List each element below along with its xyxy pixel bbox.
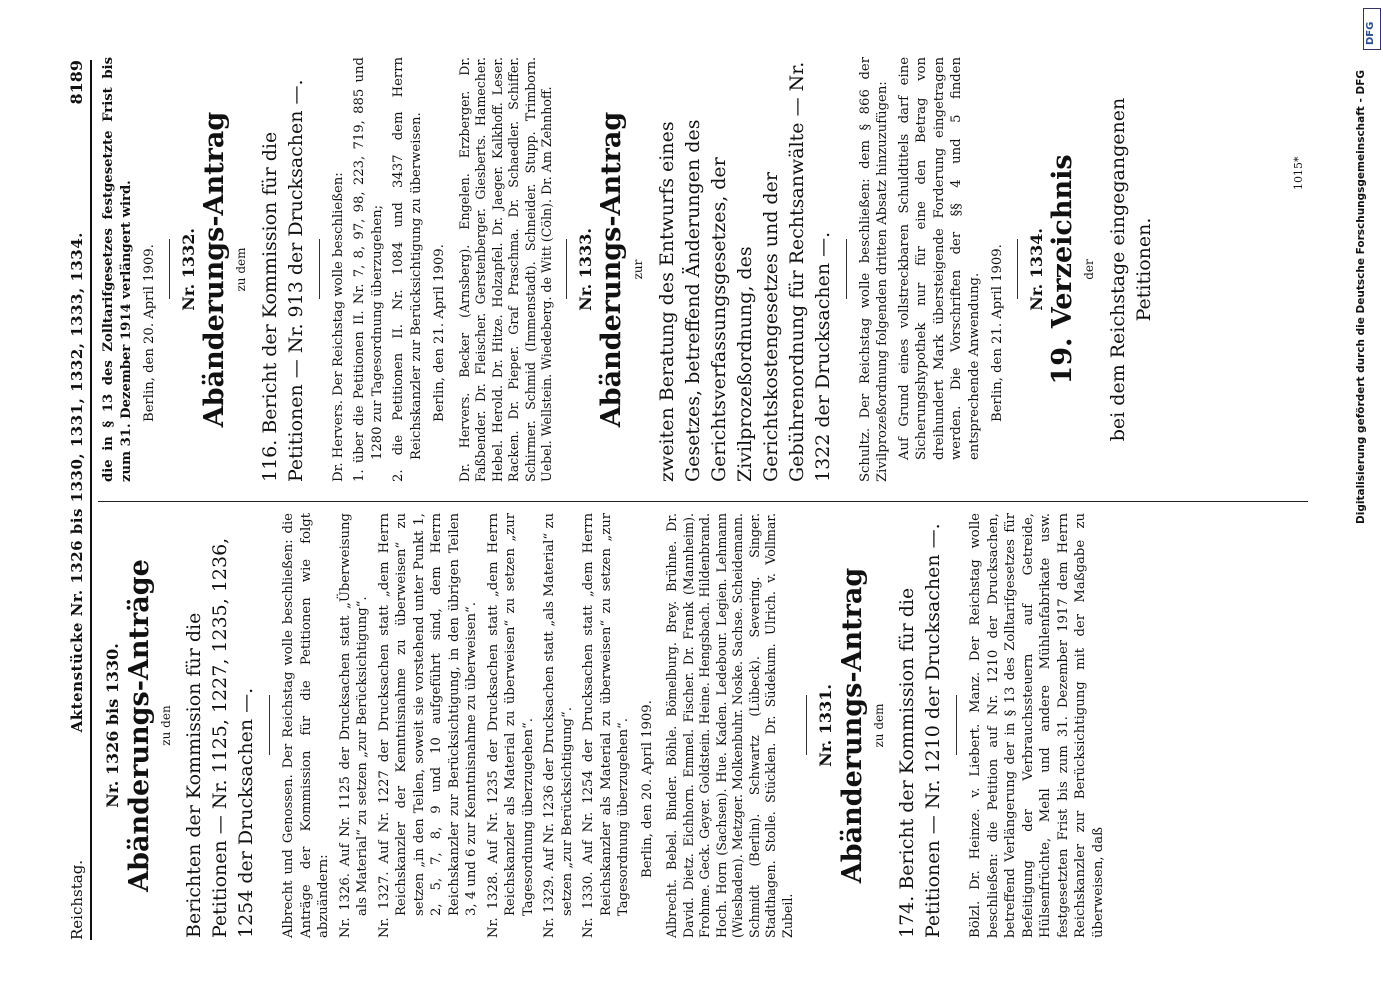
signatories: Dr. Hervers. Becker (Arnsberg). Engelen. Erzberger. Dr. Faßbender. Dr. Fleischer. Gerstenberger. Giesberts. Hamecher. Hebel. Herold. Dr. Hitze. Holzapfel. Dr. Jaeger. Kalkhoff. Leser. Racken. Dr. Pieper. Graf Praschma. Dr. Schaedler. Schiffer. Schirmer. Schmid (Immenstadt). Schneider. Stupp. Trimborn. Uebel. Wellstein. Wiedeberg. de Witt (Cöln). Dr. Am Zehnhoff. bbox=[456, 57, 554, 482]
signatories: Albrecht. Bebel. Binder. Böhle. Bömelburg. Brey. Brühne. Dr. David. Dietz. Eichhorn. Emmel. Fischer. Dr. Frank (Mannheim). Frohme. Geck. Geyer. Goldstein. Heine. Hengsbach. Hildenbrand. Hoch. Horn (Sachsen). Hue. Kaden. Ledebour. Legien. Lehmann (Wiesbaden). Metzger. Molkenbuhr. Noske. Sachse. Scheidemann. Schmidt (Berlin). Schwartz (Lübeck). Severing. Singer. Stadthagen. Stolle. Stücklen. Dr. Südekum. Ulrich. v. Vollmar. Zubeil. bbox=[664, 513, 795, 938]
motion-intro: Dr. Hervers. Der Reichstag wolle beschließen: bbox=[330, 172, 346, 482]
section-title: Abänderungs-Anträge bbox=[123, 559, 155, 892]
date-line: Berlin, den 21. April 1909. bbox=[432, 244, 447, 422]
section-subtitle: zu den bbox=[158, 705, 173, 746]
dfg-logo: DFG bbox=[1363, 8, 1381, 50]
section-number: Nr. 1332. bbox=[178, 228, 198, 311]
divider-rule bbox=[846, 240, 847, 300]
divider-rule bbox=[269, 696, 270, 756]
section-subtitle: der bbox=[1082, 259, 1096, 280]
header-title: Aktenstücke Nr. 1326 bis 1330, 1331, 1332, 1333, 1334. bbox=[68, 232, 86, 733]
section-subtitle: zu dem bbox=[234, 247, 248, 292]
motion-item: Nr. 1326. Auf Nr. 1125 der Drucksachen statt „Überweisung als Material“ zu setzen „zur Berücksichtigung“. bbox=[337, 513, 370, 938]
report-reference: 116. Bericht der Kommission für die Petitionen — Nr. 913 der Drucksachen —. bbox=[258, 79, 307, 482]
motion-text: Bölzl. Dr. Heinze. v. Liebert. Manz. Der Reichstag wolle beschließen: die Petition auf Nr. 1210 der Drucksachen, betreffend Verlängerung der in § 13 des Zolltarifgesetzes für Befeitigung der Verbrauchssteuern auf Getreide, Hülsenfrüchte, Mehl und andere Mühlenfabrikate usw. festgesetzten Frist bis zum 31. Dezember 1917 dem Herrn Reichskanzler zur Berücksichtigung mit der Maßgabe zu überweisen, daß bbox=[968, 513, 1106, 938]
divider-rule bbox=[1017, 240, 1018, 300]
motion-item: Nr. 1329. Auf Nr. 1236 der Drucksachen statt „als Material“ zu setzen „zur Berücksichtigung“. bbox=[542, 513, 575, 938]
header-left: Reichstag. bbox=[68, 859, 86, 940]
section-number: Nr. 1334. bbox=[1026, 228, 1046, 311]
right-column bbox=[100, 57, 1161, 482]
section-title: 19. Verzeichnis bbox=[1047, 154, 1078, 385]
divider-rule bbox=[806, 696, 807, 756]
motion-item: Nr. 1327. Auf Nr. 1227 der Drucksachen statt „dem Herrn Reichskanzler der Kenntnisnahme zu überweisen“ zu setzen „in den Teilen, soweit sie vorstehend unter Punkt 1, 2, 5, 7, 8, 9 und 10 aufgeführt sind, dem Herrn Reichskanzler zur Berücksichtigung, in den übrigen Teilen 3, 4 und 6 zur Kenntnisnahme zu überweisen“. bbox=[376, 513, 479, 938]
divider-rule bbox=[956, 696, 957, 756]
section-title: Abänderungs-Antrag bbox=[596, 111, 627, 428]
section-number: Nr. 1333. bbox=[575, 228, 595, 311]
report-reference: Berichten der Kommission für die Petitionen — Nr. 1125, 1227, 1235, 1236, 1254 der Drucksachen —. bbox=[183, 537, 257, 938]
divider-rule bbox=[169, 240, 170, 300]
motion-item: Nr. 1330. Auf Nr. 1254 der Drucksachen statt „dem Herrn Reichskanzler als Material zu überweisen“ zu setzen „zur Tagesordnung überzugehen“. bbox=[581, 513, 631, 938]
column-divider bbox=[98, 501, 1308, 502]
section-number: Nr. 1326 bis 1330. bbox=[103, 643, 122, 808]
page-code: 1015* bbox=[1292, 156, 1305, 190]
motion-item: Auf Grund eines vollstreckbaren Schuldtitels darf eine Sicherungshypothek nur für eine den Betrag von dreihundert Mark übersteigende Forderung eingetragen werden. Die Vorschriften der §§ 4 und 5 finden entsprechende Anwendung. bbox=[896, 57, 982, 460]
motion-intro: Albrecht und Genossen. Der Reichstag wolle beschließen: die Anträge der Kommission für die Petitionen wie folgt abzuändern: bbox=[281, 513, 331, 938]
section-number: Nr. 1331. bbox=[816, 684, 835, 767]
report-reference: 174. Bericht der Kommission für die Petitionen — Nr. 1210 der Drucksachen —. bbox=[896, 523, 944, 938]
section-title: Abänderungs-Antrag bbox=[836, 567, 868, 884]
page-number: 8189 bbox=[67, 60, 86, 105]
motion-item: 1. über die Petitionen II. Nr. 7, 8, 97, 98, 223, 719, 885 und 1280 zur Tagesordnung überzugehen; bbox=[352, 57, 385, 482]
motion-item: Nr. 1328. Auf Nr. 1235 der Drucksachen statt „dem Herrn Reichskanzler als Material zu überweisen“ zu setzen „zur Tagesordnung überzugehen“. bbox=[485, 513, 536, 938]
left-column bbox=[100, 513, 1111, 938]
motion-intro: Schultz. Der Reichstag wolle beschließen: dem § 866 der Zivilprozeßordnung folgenden dritten Absatz hinzuzufügen: bbox=[857, 57, 890, 482]
date-line: Berlin, den 20. April 1909. bbox=[639, 700, 655, 878]
section-title: Abänderungs-Antrag bbox=[199, 111, 230, 428]
date-line: Berlin, den 20. April 1909. bbox=[142, 244, 157, 422]
report-reference: zweiten Beratung des Entwurfs eines Gesetzes, betreffend Änderungen des Gerichtsverfassungsgesetzes, der Zivilprozeßordnung, des Gerichtskostengesetzes und der Gebührenordnung für Rechtsanwälte — Nr. 1322 der Drucksachen —. bbox=[655, 61, 834, 482]
divider-rule bbox=[319, 240, 320, 300]
section-subtitle: zur bbox=[631, 259, 645, 280]
continued-text: die in § 13 des Zolltarifgesetzes festgesetzte Frist bis zum 31. Dezember 1914 verlängert wird. bbox=[101, 57, 134, 482]
digitization-note: Digitalisierung gefördert durch die Deutsche Forschungsgemeinschaft - DFG bbox=[1355, 70, 1367, 524]
page-header bbox=[52, 60, 92, 940]
divider-rule bbox=[566, 240, 567, 300]
date-line: Berlin, den 21. April 1909. bbox=[990, 244, 1005, 422]
report-reference: bei dem Reichstage eingegangenen Petitionen. bbox=[1106, 97, 1155, 442]
motion-item: 2. die Petitionen II. Nr. 1084 und 3437 dem Herrn Reichskanzler zur Berücksichtigung zu überweisen. bbox=[391, 57, 424, 482]
section-subtitle: zu dem bbox=[871, 703, 886, 748]
